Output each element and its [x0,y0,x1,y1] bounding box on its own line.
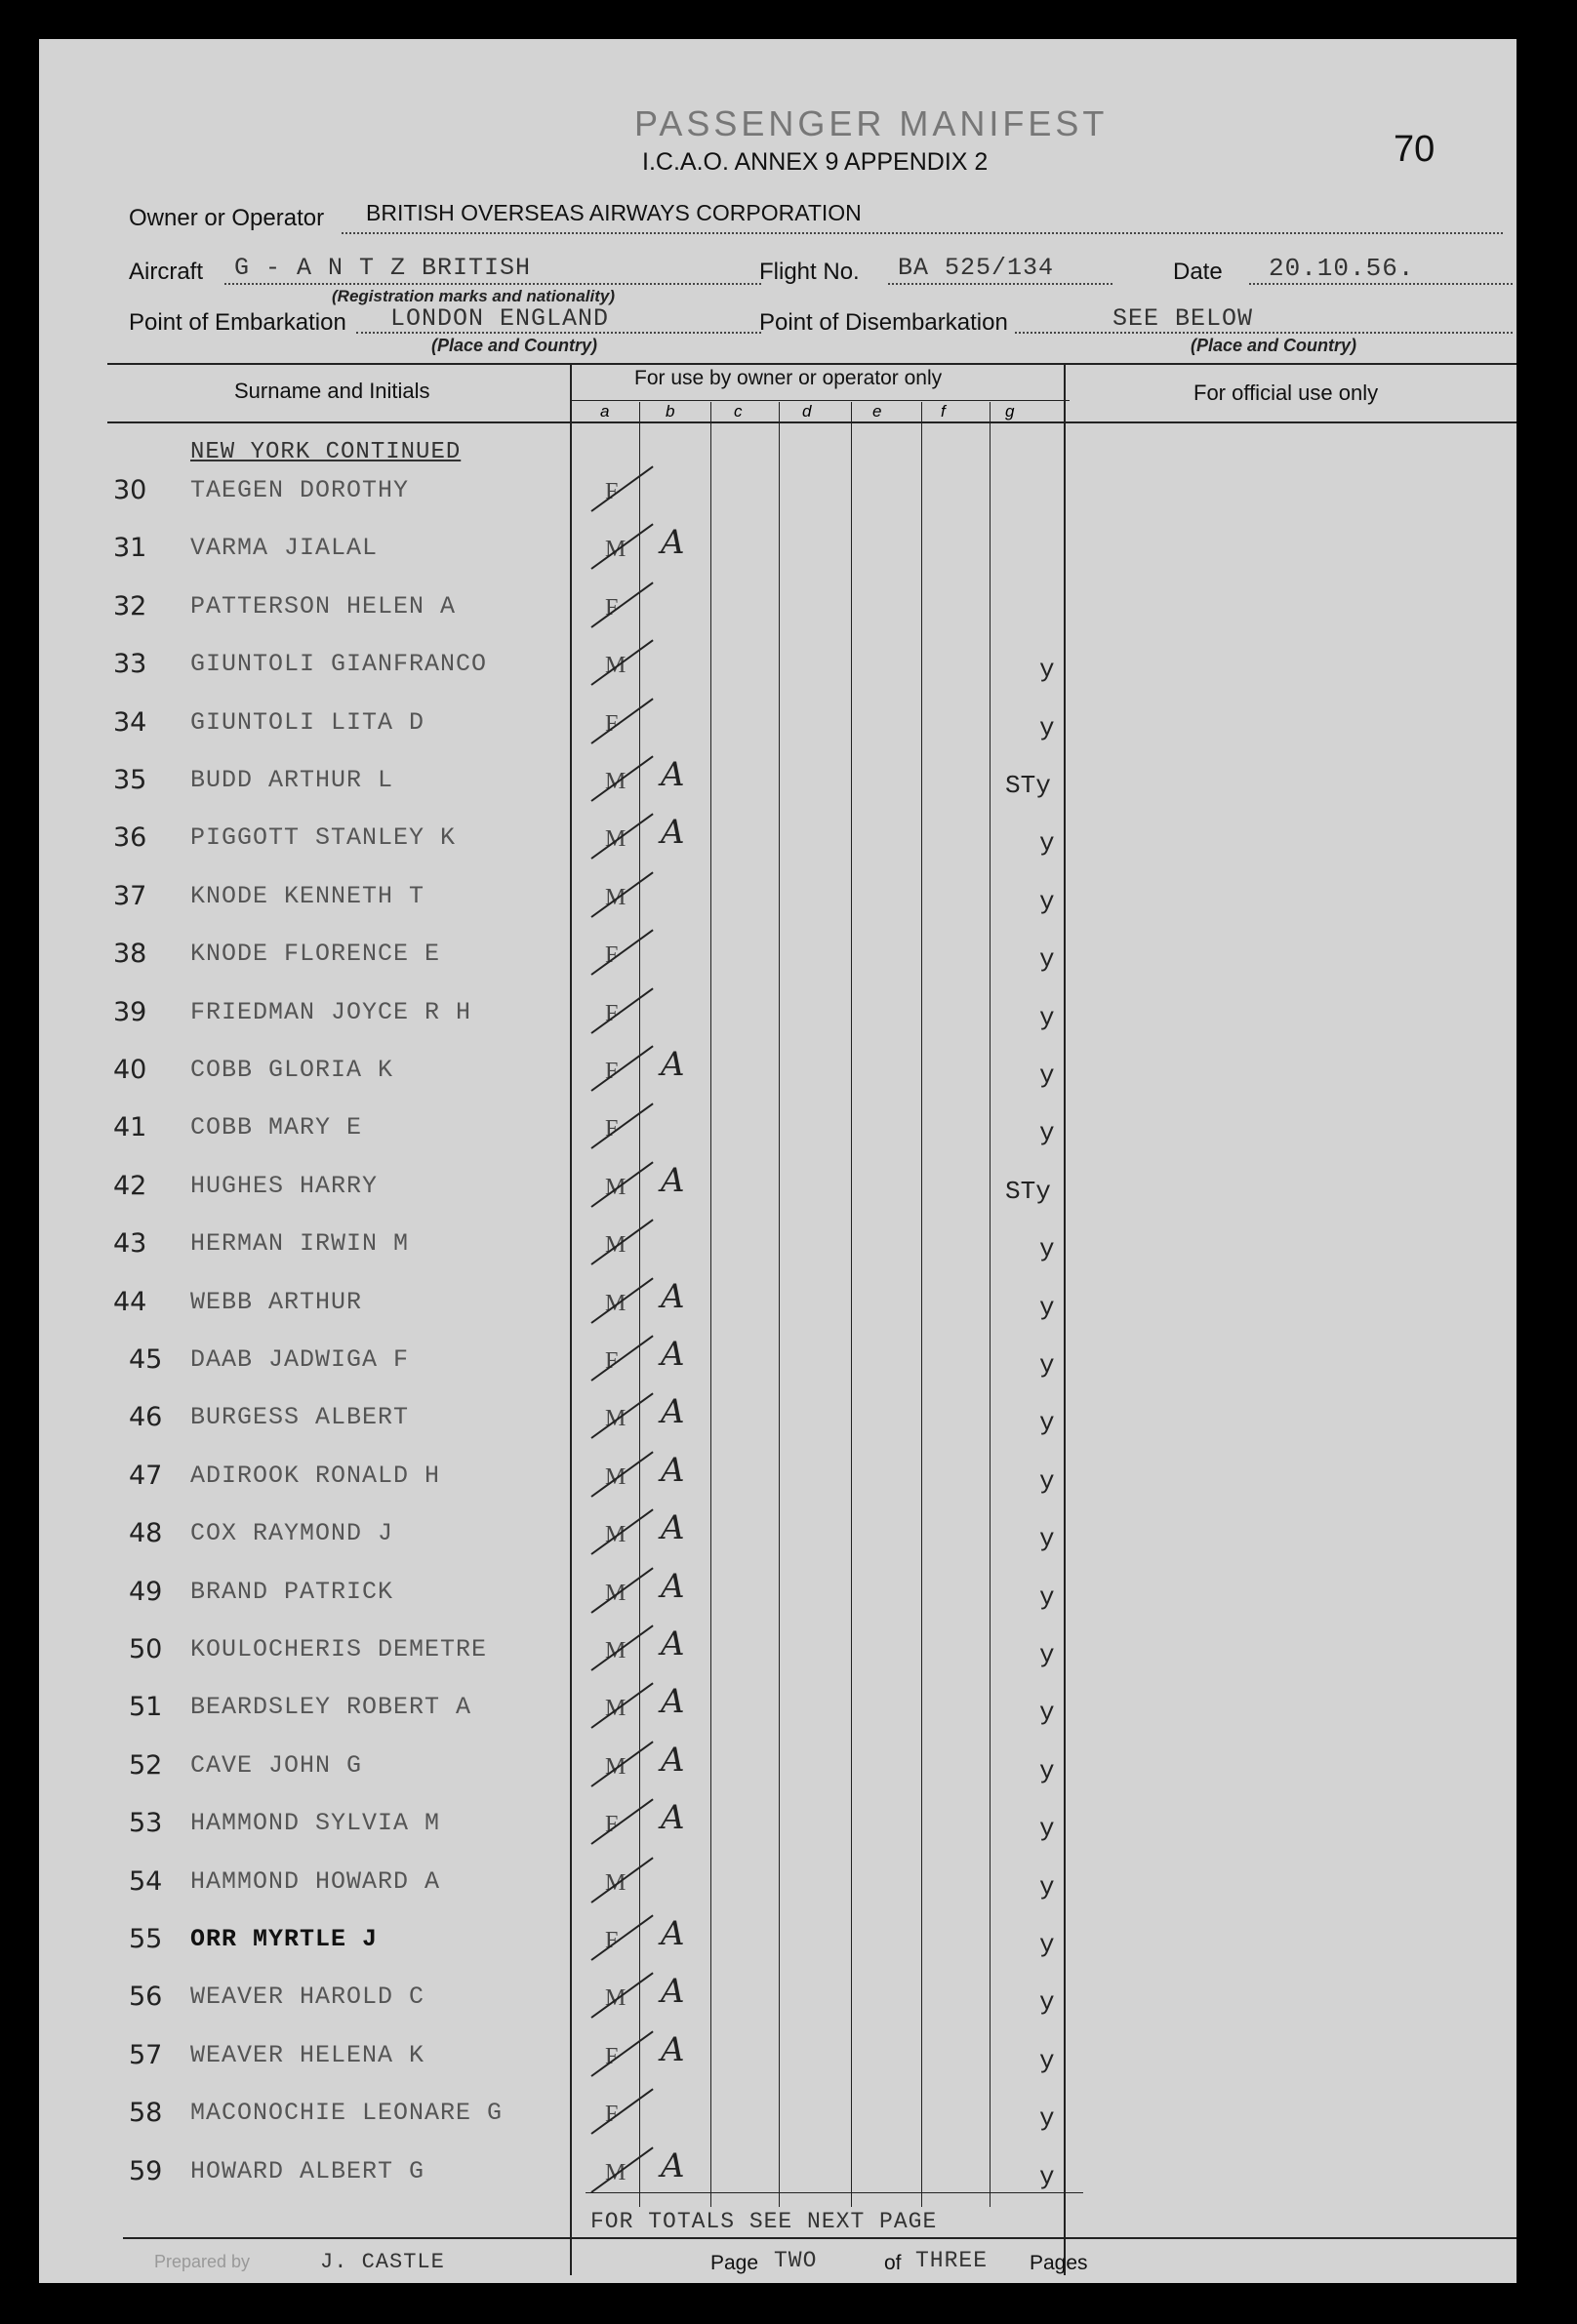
sex-code: F [605,1059,619,1084]
pages-label: Pages [1030,2252,1088,2274]
page-label: Page [710,2252,759,2274]
g-column-mark: y [1039,828,1055,858]
column-surname: Surname and Initials [234,379,430,403]
row-number: 39 [113,997,147,1027]
row-number: 38 [113,939,147,969]
row-number: 48 [129,1518,163,1548]
row-number: 51 [129,1692,163,1722]
passenger-name: VARMA JIALAL [190,534,379,562]
passenger-name: GIUNTOLI GIANFRANCO [190,650,488,678]
page-value: TWO [774,2248,818,2273]
b-column-mark: A [661,1567,685,1606]
check-slash [590,1045,653,1091]
row-number: 55 [129,1924,163,1954]
column-owner-use: For use by owner or operator only [634,367,943,389]
document-subtitle: I.C.A.O. ANNEX 9 APPENDIX 2 [642,148,989,176]
g-column-mark: y [1039,1930,1055,1959]
g-column-mark: y [1039,1118,1055,1147]
sex-code: M [605,769,627,794]
disembarkation-label: Point of Disembarkation [759,309,1008,336]
row-number: 45 [129,1344,163,1375]
sex-code: M [605,653,627,678]
sex-code: M [605,1291,627,1316]
flight-value: BA 525/134 [898,254,1055,282]
check-slash [590,1335,653,1381]
sex-code: F [605,711,619,737]
sex-code: F [605,942,619,968]
sex-code: M [605,1175,627,1200]
disembarkation-value: SEE BELOW [1112,304,1254,333]
row-number: 34 [113,707,147,738]
sex-code: M [605,826,627,852]
aircraft-value: G - A N T Z BRITISH [234,254,532,282]
g-column-mark: y [1039,1408,1055,1437]
passenger-name: HOWARD ALBERT G [190,2157,425,2185]
b-column-mark: A [661,1914,685,1953]
passenger-name: KOULOCHERIS DEMETRE [190,1635,488,1663]
passenger-name: HERMAN IRWIN M [190,1229,410,1258]
section-heading: NEW YORK CONTINUED [190,439,462,465]
passenger-name: KNODE KENNETH T [190,882,425,910]
row-number: 35 [113,765,147,795]
b-column-mark: A [661,523,685,562]
sex-code: M [605,1985,627,2011]
date-label: Date [1173,259,1223,285]
aircraft-note: (Registration marks and nationality) [332,287,615,305]
sex-code: F [605,1812,619,1837]
aircraft-label: Aircraft [129,259,204,285]
b-column-mark: A [661,2030,685,2069]
sex-code: M [605,1581,627,1606]
row-number: 57 [129,2040,163,2070]
manifest-sheet [39,39,1516,2283]
b-column-mark: A [661,1798,685,1837]
sub-col-b: b [666,402,675,421]
sub-col-d: d [802,402,812,421]
g-column-mark: y [1039,2046,1055,2075]
sex-code: M [605,2160,627,2185]
row-number: 33 [113,649,147,679]
check-slash [590,1798,653,1844]
passenger-name: MACONOCHIE LEONARE G [190,2099,504,2127]
check-slash [590,698,653,743]
row-number: 49 [129,1577,163,1607]
g-column-mark: y [1039,1583,1055,1612]
row-number: 50 [129,1634,163,1664]
g-column-mark: y [1039,2162,1055,2191]
sex-code: F [605,1928,619,1953]
check-slash [590,2030,653,2076]
passenger-name: ADIROOK RONALD H [190,1462,441,1490]
b-column-mark: A [661,1045,685,1084]
g-column-mark: y [1039,1872,1055,1902]
row-number: 44 [113,1287,147,1317]
row-number: 32 [113,591,147,621]
g-column-mark: y [1039,1350,1055,1380]
check-slash [590,465,653,511]
g-column-mark: y [1039,655,1055,684]
g-column-mark: y [1039,1698,1055,1727]
row-number: 43 [113,1228,147,1259]
passenger-name: CAVE JOHN G [190,1751,363,1780]
row-number: 31 [113,533,147,563]
sex-code: F [605,2102,619,2127]
b-column-mark: A [661,1277,685,1316]
passenger-name: COX RAYMOND J [190,1519,394,1547]
check-slash [590,1102,653,1148]
passenger-name: COBB GLORIA K [190,1056,394,1084]
passenger-name: PIGGOTT STANLEY K [190,823,457,852]
check-slash [590,581,653,627]
sub-col-c: c [734,402,743,421]
check-slash [590,1914,653,1960]
sex-code: M [605,1638,627,1663]
g-column-mark: y [1039,1640,1055,1669]
disembarkation-note: (Place and Country) [1191,336,1357,355]
g-column-mark: y [1039,1814,1055,1843]
embarkation-label: Point of Embarkation [129,309,346,336]
b-column-mark: A [661,1741,685,1780]
sex-code: M [605,1522,627,1547]
sex-code: M [605,537,627,562]
row-number: 37 [113,881,147,911]
passenger-name: BURGESS ALBERT [190,1403,410,1431]
passenger-name: WEAVER HELENA K [190,2041,425,2069]
row-number: 59 [129,2156,163,2186]
row-number: 54 [129,1866,163,1897]
document-title: PASSENGER MANIFEST [634,103,1109,143]
operator-label: Owner or Operator [129,205,325,231]
passenger-name: ORR MYRTLE J [190,1925,379,1953]
row-number: 42 [113,1171,147,1201]
row-number: 30 [113,475,147,505]
passenger-name: PATTERSON HELEN A [190,592,457,621]
sex-code: M [605,1232,627,1258]
g-column-mark: y [1039,1524,1055,1553]
g-column-mark: y [1039,2104,1055,2133]
prepared-by-value: J. CASTLE [320,2250,445,2274]
row-number: 47 [129,1461,163,1491]
g-column-mark: y [1039,1756,1055,1785]
passenger-name: WEBB ARTHUR [190,1288,363,1316]
sex-code: F [605,1116,619,1142]
row-number: 36 [113,822,147,853]
row-number: 40 [113,1055,147,1085]
passenger-name: KNODE FLORENCE E [190,940,441,968]
check-slash [590,987,653,1033]
sex-code: F [605,595,619,621]
b-column-mark: A [661,1161,685,1200]
g-column-mark: y [1039,1293,1055,1322]
column-official-use: For official use only [1193,381,1379,405]
check-slash [590,929,653,975]
b-column-mark: A [661,1624,685,1663]
prepared-by-label: Prepared by [154,2252,251,2271]
sex-code: M [605,1696,627,1721]
b-column-mark: A [661,1392,685,1431]
of-label: of [884,2252,902,2274]
row-number: 58 [129,2098,163,2128]
b-column-mark: A [661,1508,685,1547]
sex-code: M [605,885,627,910]
sex-code: M [605,1754,627,1780]
row-number: 41 [113,1112,147,1142]
g-column-mark: y [1039,1003,1055,1032]
sub-col-g: g [1005,402,1015,421]
row-number: 52 [129,1750,163,1781]
b-column-mark: A [661,1451,685,1490]
check-slash [590,2088,653,2134]
passenger-name: HAMMOND HOWARD A [190,1867,441,1896]
passenger-name: TAEGEN DOROTHY [190,476,410,504]
of-value: THREE [915,2248,989,2273]
sex-code: F [605,1001,619,1026]
g-column-mark: y [1039,1987,1055,2017]
g-column-mark: STy [1005,1177,1051,1206]
row-number: 56 [129,1982,163,2012]
b-column-mark: A [661,2146,685,2185]
passenger-name: FRIEDMAN JOYCE R H [190,998,472,1026]
sex-code: M [605,1870,627,1896]
g-column-mark: y [1039,887,1055,916]
sex-code: F [605,1348,619,1374]
embarkation-value: LONDON ENGLAND [390,304,610,333]
passenger-name: BUDD ARTHUR L [190,766,394,794]
passenger-name: HAMMOND SYLVIA M [190,1809,441,1837]
operator-value: BRITISH OVERSEAS AIRWAYS CORPORATION [366,200,862,225]
sub-col-f: f [941,402,946,421]
b-column-mark: A [661,755,685,794]
page-number: 70 [1394,129,1435,170]
sex-code: M [605,1406,627,1431]
passenger-name: WEAVER HAROLD C [190,1983,425,2011]
b-column-mark: A [661,813,685,852]
date-value: 20.10.56. [1269,254,1415,283]
sex-code: M [605,1464,627,1490]
b-column-mark: A [661,1335,685,1374]
g-column-mark: y [1039,713,1055,742]
totals-note: FOR TOTALS SEE NEXT PAGE [590,2209,938,2234]
passenger-name: GIUNTOLI LITA D [190,708,425,737]
sex-code: F [605,479,619,504]
row-number: 53 [129,1808,163,1838]
g-column-mark: y [1039,944,1055,974]
passenger-name: DAAB JADWIGA F [190,1345,410,1374]
g-column-mark: y [1039,1466,1055,1496]
g-column-mark: y [1039,1234,1055,1263]
embarkation-note: (Place and Country) [431,336,598,355]
passenger-name: BEARDSLEY ROBERT A [190,1693,472,1721]
passenger-name: HUGHES HARRY [190,1172,379,1200]
flight-label: Flight No. [759,259,860,285]
g-column-mark: y [1039,1061,1055,1090]
passenger-name: COBB MARY E [190,1113,363,1142]
row-number: 46 [129,1402,163,1432]
passenger-name: BRAND PATRICK [190,1578,394,1606]
b-column-mark: A [661,1682,685,1721]
sub-col-e: e [872,402,882,421]
g-column-mark: STy [1005,771,1051,800]
sex-code: F [605,2044,619,2069]
b-column-mark: A [661,1972,685,2011]
sub-col-a: a [600,402,610,421]
